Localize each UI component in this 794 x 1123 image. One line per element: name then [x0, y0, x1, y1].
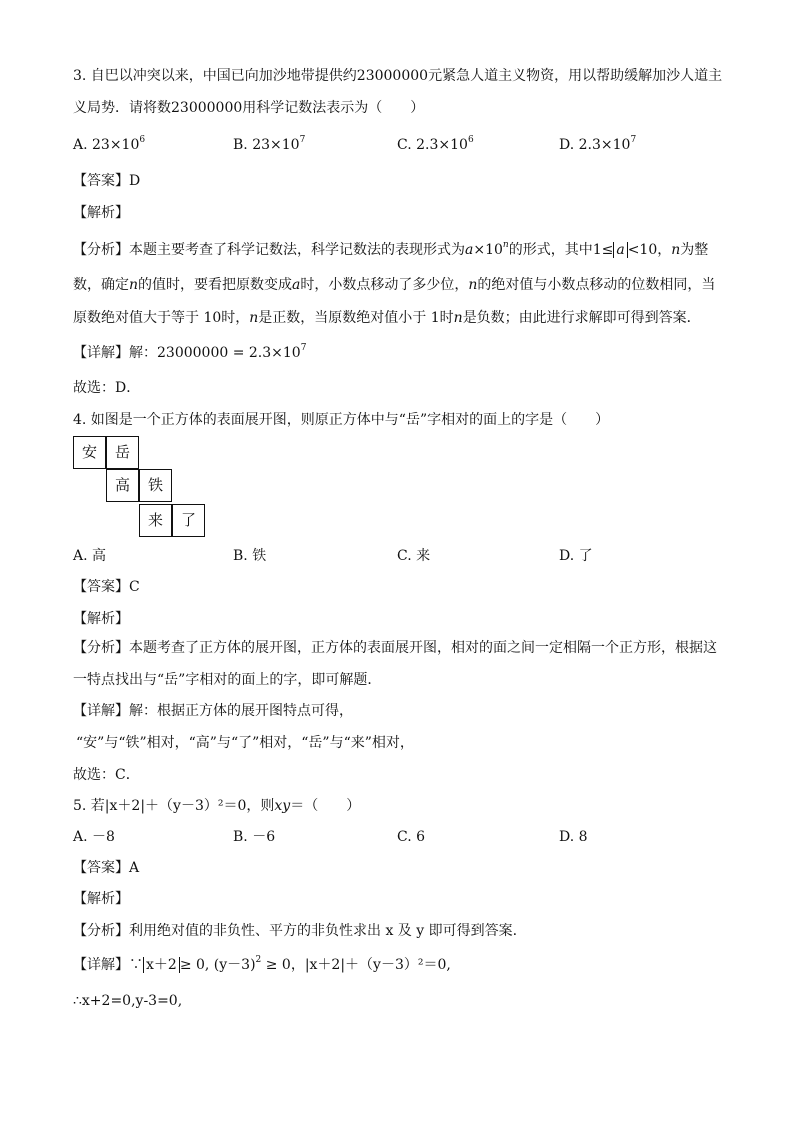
q3-analysis-text: 的值时，要看把原数变成 [138, 277, 293, 293]
cube-face-yue: 岳 [106, 436, 139, 469]
q3-option-a-label: A. [73, 137, 88, 153]
q3-option-d-exp: 7 [630, 135, 637, 145]
q5-option-a[interactable]: A. －8 [73, 829, 115, 845]
q5-detail [73, 955, 451, 975]
var-a: a [292, 277, 301, 293]
q3-analysis-text: 原数绝对值大于等于 10时， [73, 310, 250, 326]
q5-abs-content: x＋2 [146, 957, 177, 973]
var-n: n [671, 242, 681, 258]
q4-choose: 故选：C． [73, 767, 140, 783]
cube-face-an: 安 [73, 436, 106, 469]
q5-analysis: 【分析】利用绝对值的非负性、平方的非负性求出 x 及 y 即可得到答案. [73, 923, 518, 939]
q5-stem-text: 5. 若|x＋2|＋（y－3）²＝0，则 [73, 798, 275, 814]
q5-therefore: ∴x+2=0,y-3=0, [73, 993, 183, 1009]
q3-analysis-text: <10， [627, 242, 672, 258]
q3-option-d[interactable] [559, 135, 636, 155]
exp-n: n [502, 240, 509, 250]
q5-option-d[interactable]: D. 8 [559, 829, 588, 845]
q3-jiexi-label: 【解析】 [73, 205, 129, 221]
q3-analysis-text: 时，小数点移动了多少位， [300, 277, 469, 293]
var-xy: xy [274, 798, 291, 814]
q3-option-c-exp: 6 [467, 135, 474, 145]
q3-analysis-text: 的形式，其中1≤ [508, 242, 614, 258]
q5-square-exp: 2 [255, 955, 262, 965]
q5-stem-text: ＝（ ） [290, 798, 361, 814]
q5-stem [73, 796, 360, 816]
cube-face-le: 了 [172, 504, 205, 537]
q4-option-b[interactable]: B. 铁 [233, 548, 267, 564]
cube-face-lai: 来 [139, 504, 172, 537]
q3-option-d-label: D. [559, 137, 575, 153]
q3-option-b-value: 23×10 [252, 137, 300, 153]
q3-analysis-line1 [73, 240, 708, 260]
q3-analysis-text: 【分析】本题主要考查了科学记数法，科学记数法的表现形式为 [73, 242, 465, 258]
var-n: n [129, 277, 139, 293]
q3-stem-line2: 义局势．请将数23000000用科学记数法表示为（ ） [73, 100, 425, 116]
q3-detail-label: 【详解】解： [73, 345, 157, 361]
q3-detail-math: 23000000 = 2.3×10 [157, 345, 301, 361]
q3-answer: 【答案】D [73, 173, 141, 189]
q3-option-c[interactable] [397, 135, 474, 155]
q3-analysis-text: 是负数；由此进行求解即可得到答案． [462, 310, 701, 326]
q3-option-c-value: 2.3×10 [416, 137, 468, 153]
q3-analysis-line2 [73, 275, 715, 295]
q3-analysis-text: 的绝对值与小数点移动的位数相同，当 [477, 277, 716, 293]
var-n: n [468, 277, 478, 293]
q3-option-d-value: 2.3×10 [578, 137, 631, 153]
q5-answer: 【答案】A [73, 860, 140, 876]
q3-analysis-text: 为整 [680, 242, 709, 258]
q4-stem: 4. 如图是一个正方体的表面展开图，则原正方体中与“岳”字相对的面上的字是（ ） [73, 412, 610, 428]
q3-stem-line1: 3. 自巴以冲突以来，中国已向加沙地带提供约23000000元紧急人道主义物资，用以帮助缓解加沙人道主 [73, 68, 723, 84]
q3-detail [73, 343, 306, 363]
q3-analysis-text: 数，确定 [73, 277, 129, 293]
q3-choose: 故选：D． [73, 380, 141, 396]
q4-analysis-line1: 【分析】本题考查了正方体的展开图，正方体的表面展开图，相对的面之间一定相隔一个正方形，根据这 [73, 640, 717, 656]
q5-abs [143, 957, 180, 973]
q4-detail: 【详解】解：根据正方体的展开图特点可得， [73, 703, 353, 719]
var-n: n [249, 310, 259, 326]
q4-pairs: “安”与“铁”相对，“高”与“了”相对，“岳”与“来”相对， [76, 735, 414, 751]
q3-analysis-line3 [73, 308, 701, 328]
q5-jiexi-label: 【解析】 [73, 891, 129, 907]
q4-analysis-line2: 一特点找出与“岳”字相对的面上的字，即可解题． [73, 672, 382, 688]
q5-detail-label: 【详解】∵ [73, 957, 143, 973]
q3-option-b[interactable] [233, 135, 305, 155]
var-a: a [465, 242, 474, 258]
q5-detail-text: ≥ 0, (y－3) [179, 957, 256, 973]
abs-a: a [616, 242, 625, 258]
times-ten: ×10 [473, 242, 503, 258]
q4-option-a[interactable]: A. 高 [73, 548, 107, 564]
q5-option-c[interactable]: C. 6 [397, 829, 426, 845]
q4-jiexi-label: 【解析】 [73, 611, 129, 627]
q3-analysis-text: 是正数，当原数绝对值小于 1时 [258, 310, 454, 326]
q4-answer: 【答案】C [73, 579, 140, 595]
q4-option-c[interactable]: C. 来 [397, 548, 431, 564]
q3-option-b-label: B. [233, 137, 248, 153]
q3-option-c-label: C. [397, 137, 412, 153]
cube-face-gao: 高 [106, 469, 139, 502]
q5-detail-text: ≥ 0，|x＋2|＋（y－3）²＝0, [261, 957, 451, 973]
q3-option-b-exp: 7 [299, 135, 306, 145]
q3-detail-exp: 7 [300, 343, 307, 353]
var-n: n [453, 310, 463, 326]
q3-option-a-exp: 6 [139, 135, 146, 145]
q3-option-a[interactable] [73, 135, 145, 155]
cube-face-tie: 铁 [139, 469, 172, 502]
q3-option-a-value: 23×10 [92, 137, 140, 153]
q5-option-b[interactable]: B. －6 [233, 829, 276, 845]
q4-option-d[interactable]: D. 了 [559, 548, 593, 564]
